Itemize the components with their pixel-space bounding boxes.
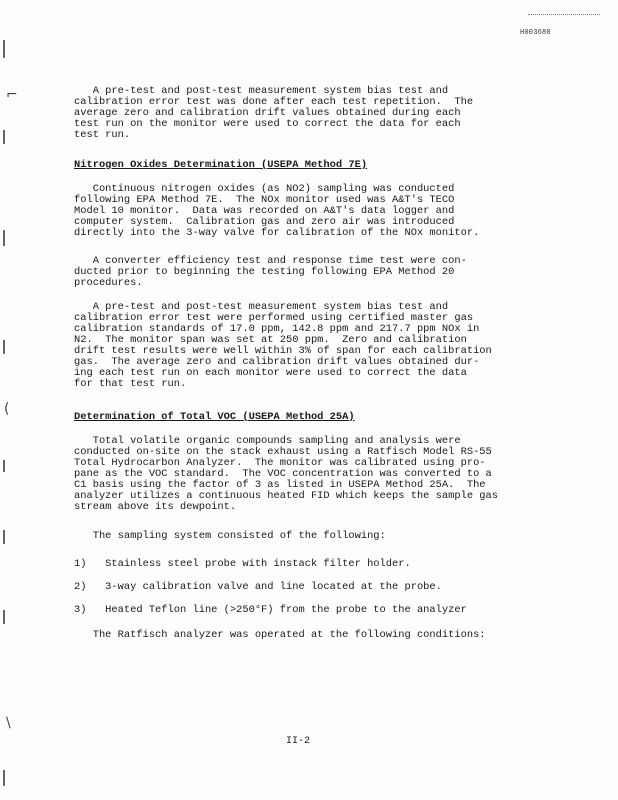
margin-mark: \ [6,715,11,731]
margin-tick [3,340,5,354]
list-item: 2) 3-way calibration valve and line located at the probe. [74,581,442,593]
paragraph-converter-test: A converter efficiency test and response time test were con- ducted prior to beginning the testing following EPA Method 20 procedures. [74,255,467,289]
list-item: 1) Stainless steel probe with instack filter holder. [74,558,411,570]
margin-tick [3,130,5,144]
margin-tick [3,610,5,624]
margin-tick [3,770,5,786]
margin-tick [3,530,5,544]
margin-mark: ⌐ [6,87,18,103]
margin-tick [3,40,5,58]
heading-total-voc: Determination of Total VOC (USEPA Method 25A) [74,411,355,423]
paragraph-analyzer-conditions: The Ratfisch analyzer was operated at the following conditions: [74,629,486,641]
top-rule [528,14,600,15]
margin-tick [3,230,5,246]
heading-nitrogen-oxides: Nitrogen Oxides Determination (USEPA Method 7E) [74,159,368,171]
paragraph-sampling-system: The sampling system consisted of the following: [74,530,386,542]
page-number: II-2 [286,736,311,747]
page-reference: H003680 [520,29,551,37]
margin-tick [3,460,5,472]
margin-mark: ( [4,401,10,417]
paragraph-nox-sampling: Continuous nitrogen oxides (as NO2) sampling was conducted following EPA Method 7E. The NOx monitor used was A&T's TECO Model 10 monitor. Data was recorded on A&T's data logger and computer system. Calibration gas and zero air was introduced directly into the 3-way valve for calibration of the NOx monitor. [74,183,480,239]
paragraph-nox-calibration: A pre-test and post-test measurement system bias test and calibration error test were performed using certified master gas calibration standards of 17.0 ppm, 142.8 ppm and 217.7 ppm NOx in N2. The monitor span was set at 250 ppm. Zero and calibration drift test results were well within 3% of span for each calibration gas. The average zero and calibration drift values obtained dur- ing each test run on each monitor were used to correct the data for that test run. [74,301,492,390]
list-item: 3) Heated Teflon line (>250°F) from the probe to the analyzer [74,604,467,616]
paragraph-bias-test: A pre-test and post-test measurement system bias test and calibration error test was done after each test repetition. The average zero and calibration drift values obtained during each test run on the monitor were used to correct the data for each test run. [74,85,474,141]
paragraph-voc-sampling: Total volatile organic compounds sampling and analysis were conducted on-site on the stack exhaust using a Ratfisch Model RS-55 Total Hydrocarbon Analyzer. The monitor was calibrated using pro- pane as the VOC standard. The VOC concentration was converted to a C1 basis using the factor of 3 as listed in USEPA Method 25A. The analyzer utilizes a continuous heated FID which keeps the sample gas stream above its dewpoint. [74,435,499,513]
